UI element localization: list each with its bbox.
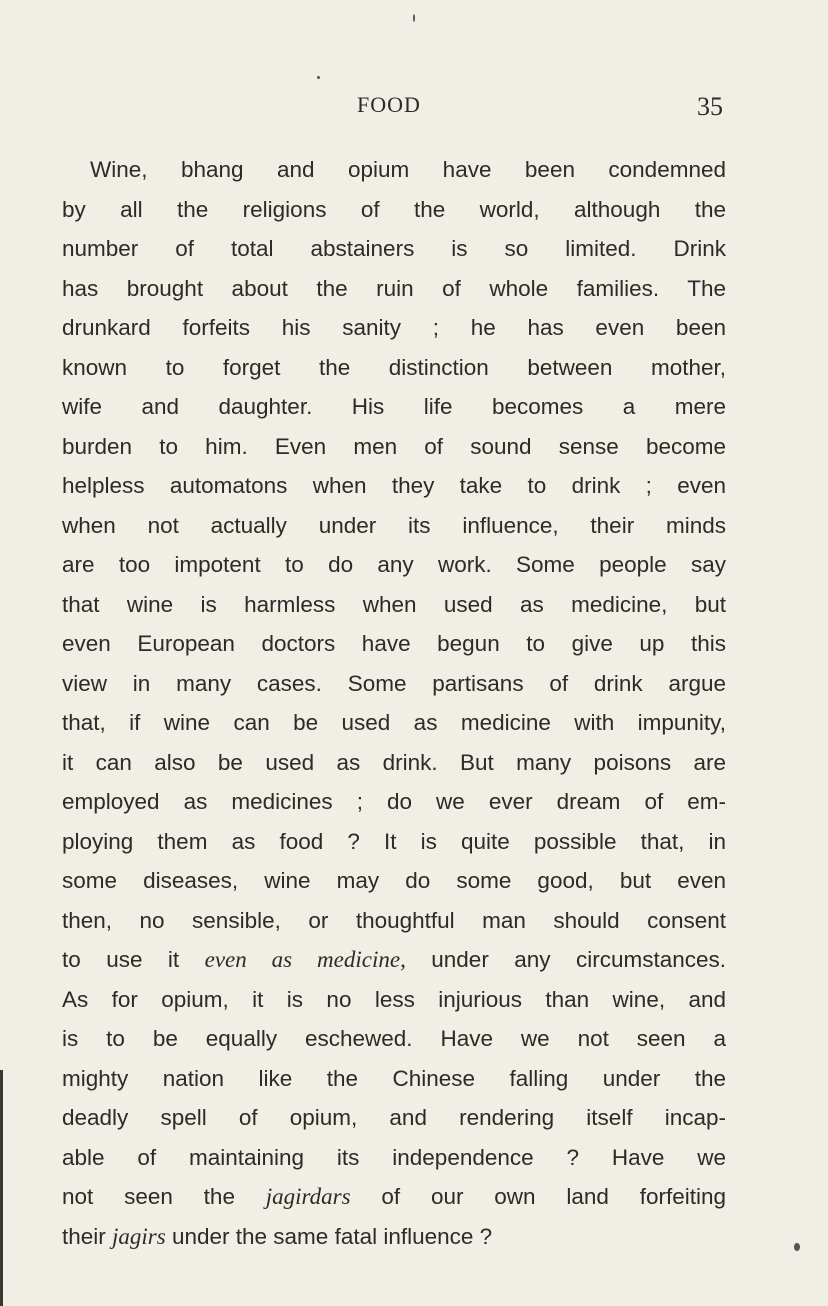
italic-phrase: even as medicine, xyxy=(204,947,406,972)
page-number: 35 xyxy=(697,92,723,121)
text-line: able of maintaining its independence ? Have we xyxy=(62,1144,726,1170)
text-line: then, no sensible, or thoughtful man should consent xyxy=(62,907,726,933)
text-line: when not actually under its influence, their minds xyxy=(62,512,726,538)
italic-word: jagirs xyxy=(112,1223,166,1249)
italic-word: jagirdars xyxy=(265,1184,351,1209)
print-speck xyxy=(794,1243,800,1251)
line-segment: their xyxy=(62,1223,113,1249)
line-segment: of our own land forfeiting xyxy=(350,1184,726,1209)
print-speck xyxy=(317,76,320,79)
text-line: that wine is harmless when used as medicine, but xyxy=(62,591,726,617)
text-line: is to be equally eschewed. Have we not seen a xyxy=(62,1026,726,1051)
text-line: that, if wine can be used as medicine with impunity, xyxy=(62,710,726,735)
line-segment: under any circumstances. xyxy=(405,947,727,972)
text-line: Wine, bhang and opium have been condemned xyxy=(90,157,726,182)
text-line-with-italic xyxy=(62,1217,726,1257)
text-line: ploying them as food ? It is quite possible that, in xyxy=(62,828,726,854)
text-line: are too impotent to do any work. Some people say xyxy=(62,552,726,577)
text-line-with-italic xyxy=(62,940,726,980)
text-line: helpless automatons when they take to drink ; even xyxy=(62,473,726,498)
print-speck xyxy=(413,14,415,22)
text-line: As for opium, it is no less injurious than wine, and xyxy=(62,986,726,1012)
text-line: mighty nation like the Chinese falling under the xyxy=(62,1065,726,1091)
page-edge-shadow xyxy=(0,1070,3,1306)
body-paragraph xyxy=(62,150,726,1256)
text-line-with-italic xyxy=(62,1177,726,1217)
text-line: employed as medicines ; do we ever dream of em- xyxy=(62,789,726,814)
text-line: burden to him. Even men of sound sense become xyxy=(62,433,726,459)
text-line: even European doctors have begun to give up this xyxy=(62,631,726,656)
text-line: wife and daughter. His life becomes a mere xyxy=(62,394,726,419)
text-line: deadly spell of opium, and rendering itself incap- xyxy=(62,1105,726,1130)
text-line: by all the religions of the world, although the xyxy=(62,196,726,222)
text-line: view in many cases. Some partisans of drink argue xyxy=(62,670,726,696)
line-segment: under the same fatal influence ? xyxy=(165,1223,493,1249)
text-line: has brought about the ruin of whole families. The xyxy=(62,275,726,301)
text-line: known to forget the distinction between mother, xyxy=(62,354,726,380)
text-line: number of total abstainers is so limited. Drink xyxy=(62,236,726,261)
text-line: drunkard forfeits his sanity ; he has even been xyxy=(62,315,726,340)
line-segment: not seen the xyxy=(62,1184,266,1209)
text-line: some diseases, wine may do some good, but even xyxy=(62,868,726,893)
line-segment: to use it xyxy=(62,947,205,972)
text-line: it can also be used as drink. But many poisons are xyxy=(62,749,726,775)
running-header-title: FOOD xyxy=(357,92,421,117)
